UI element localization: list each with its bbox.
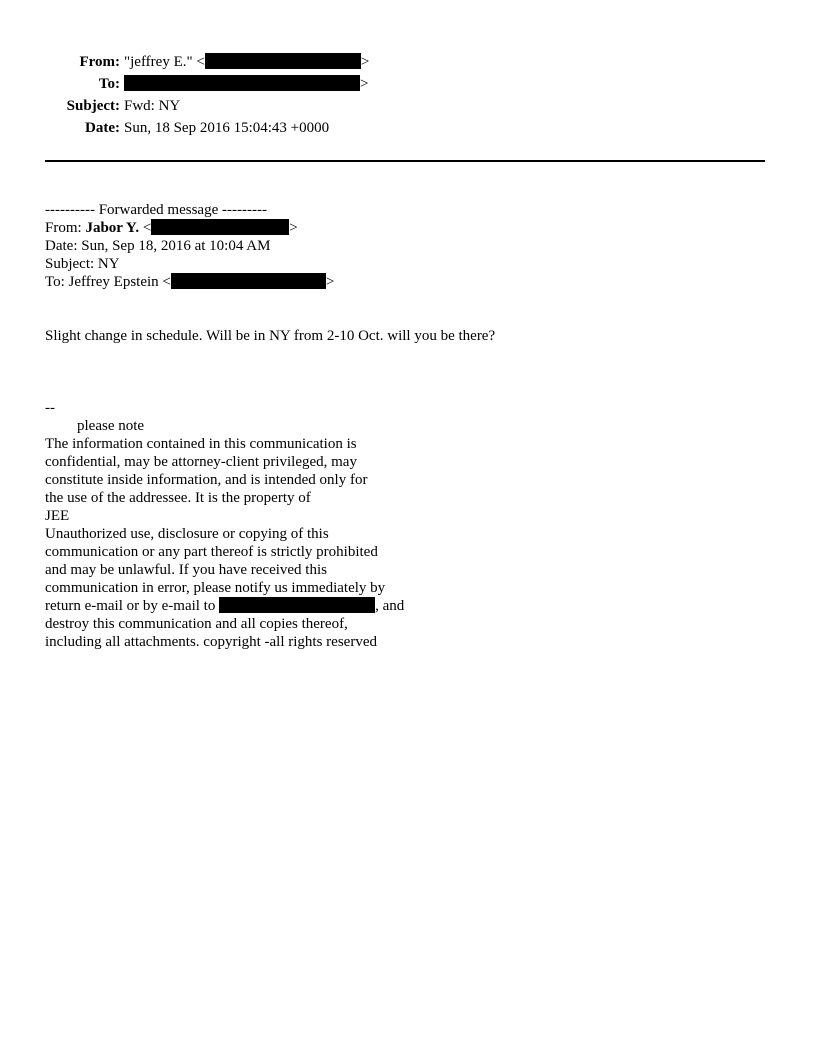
subject-value: Fwd: NY — [124, 98, 181, 114]
disclaimer-line: and may be unlawful. If you have received this — [45, 562, 327, 578]
forwarded-from: From: Jabor Y. < > — [45, 220, 298, 236]
header-divider — [45, 160, 765, 162]
forwarded-subject: Subject: NY — [45, 256, 120, 272]
redaction-block — [205, 53, 361, 69]
forwarded-date: Date: Sun, Sep 18, 2016 at 10:04 AM — [45, 238, 271, 254]
forwarded-divider: ---------- Forwarded message --------- — [45, 202, 267, 218]
to-label: To: — [98, 76, 120, 92]
disclaimer-line: The information contained in this communication is — [45, 436, 357, 452]
forwarded-to: To: Jeffrey Epstein < > — [45, 274, 335, 290]
disclaimer-line: JEE — [45, 508, 70, 524]
message-body: Slight change in schedule. Will be in NY from 2-10 Oct. will you be there? — [45, 328, 496, 344]
disclaimer-line: constitute inside information, and is intended only for — [45, 472, 368, 488]
signature-note: please note — [77, 418, 145, 434]
disclaimer-line: Unauthorized use, disclosure or copying of this — [45, 526, 329, 542]
disclaimer-line: confidential, may be attorney-client privileged, may — [45, 454, 357, 470]
disclaimer-line: communication in error, please notify us immediately by — [45, 580, 386, 596]
date-label: Date: — [85, 120, 120, 136]
from-label: From: — [79, 54, 120, 70]
disclaimer-line: including all attachments. copyright -all rights reserved — [45, 634, 377, 650]
disclaimer-line: communication or any part thereof is strictly prohibited — [45, 544, 378, 560]
signature-dashes: -- — [45, 400, 55, 416]
disclaimer-return-line: return e-mail or by e-mail to , and — [45, 598, 405, 614]
date-value: Sun, 18 Sep 2016 15:04:43 +0000 — [124, 120, 330, 136]
from-name: "jeffrey E." < — [124, 54, 205, 70]
header-subject-row — [0, 96, 816, 116]
redaction-block — [219, 597, 375, 613]
header-to-row — [0, 74, 816, 94]
redaction-block — [124, 75, 360, 91]
disclaimer-line: the use of the addressee. It is the property of — [45, 490, 311, 506]
redaction-block — [151, 219, 289, 235]
header-from-row — [0, 52, 816, 72]
to-close: > — [360, 76, 369, 92]
disclaimer-line: destroy this communication and all copies thereof, — [45, 616, 348, 632]
from-close: > — [360, 54, 370, 70]
forwarded-from-name: Jabor Y. — [85, 220, 140, 236]
header-date-row — [0, 118, 816, 138]
redaction-block — [171, 273, 326, 289]
subject-label: Subject: — [66, 98, 120, 114]
